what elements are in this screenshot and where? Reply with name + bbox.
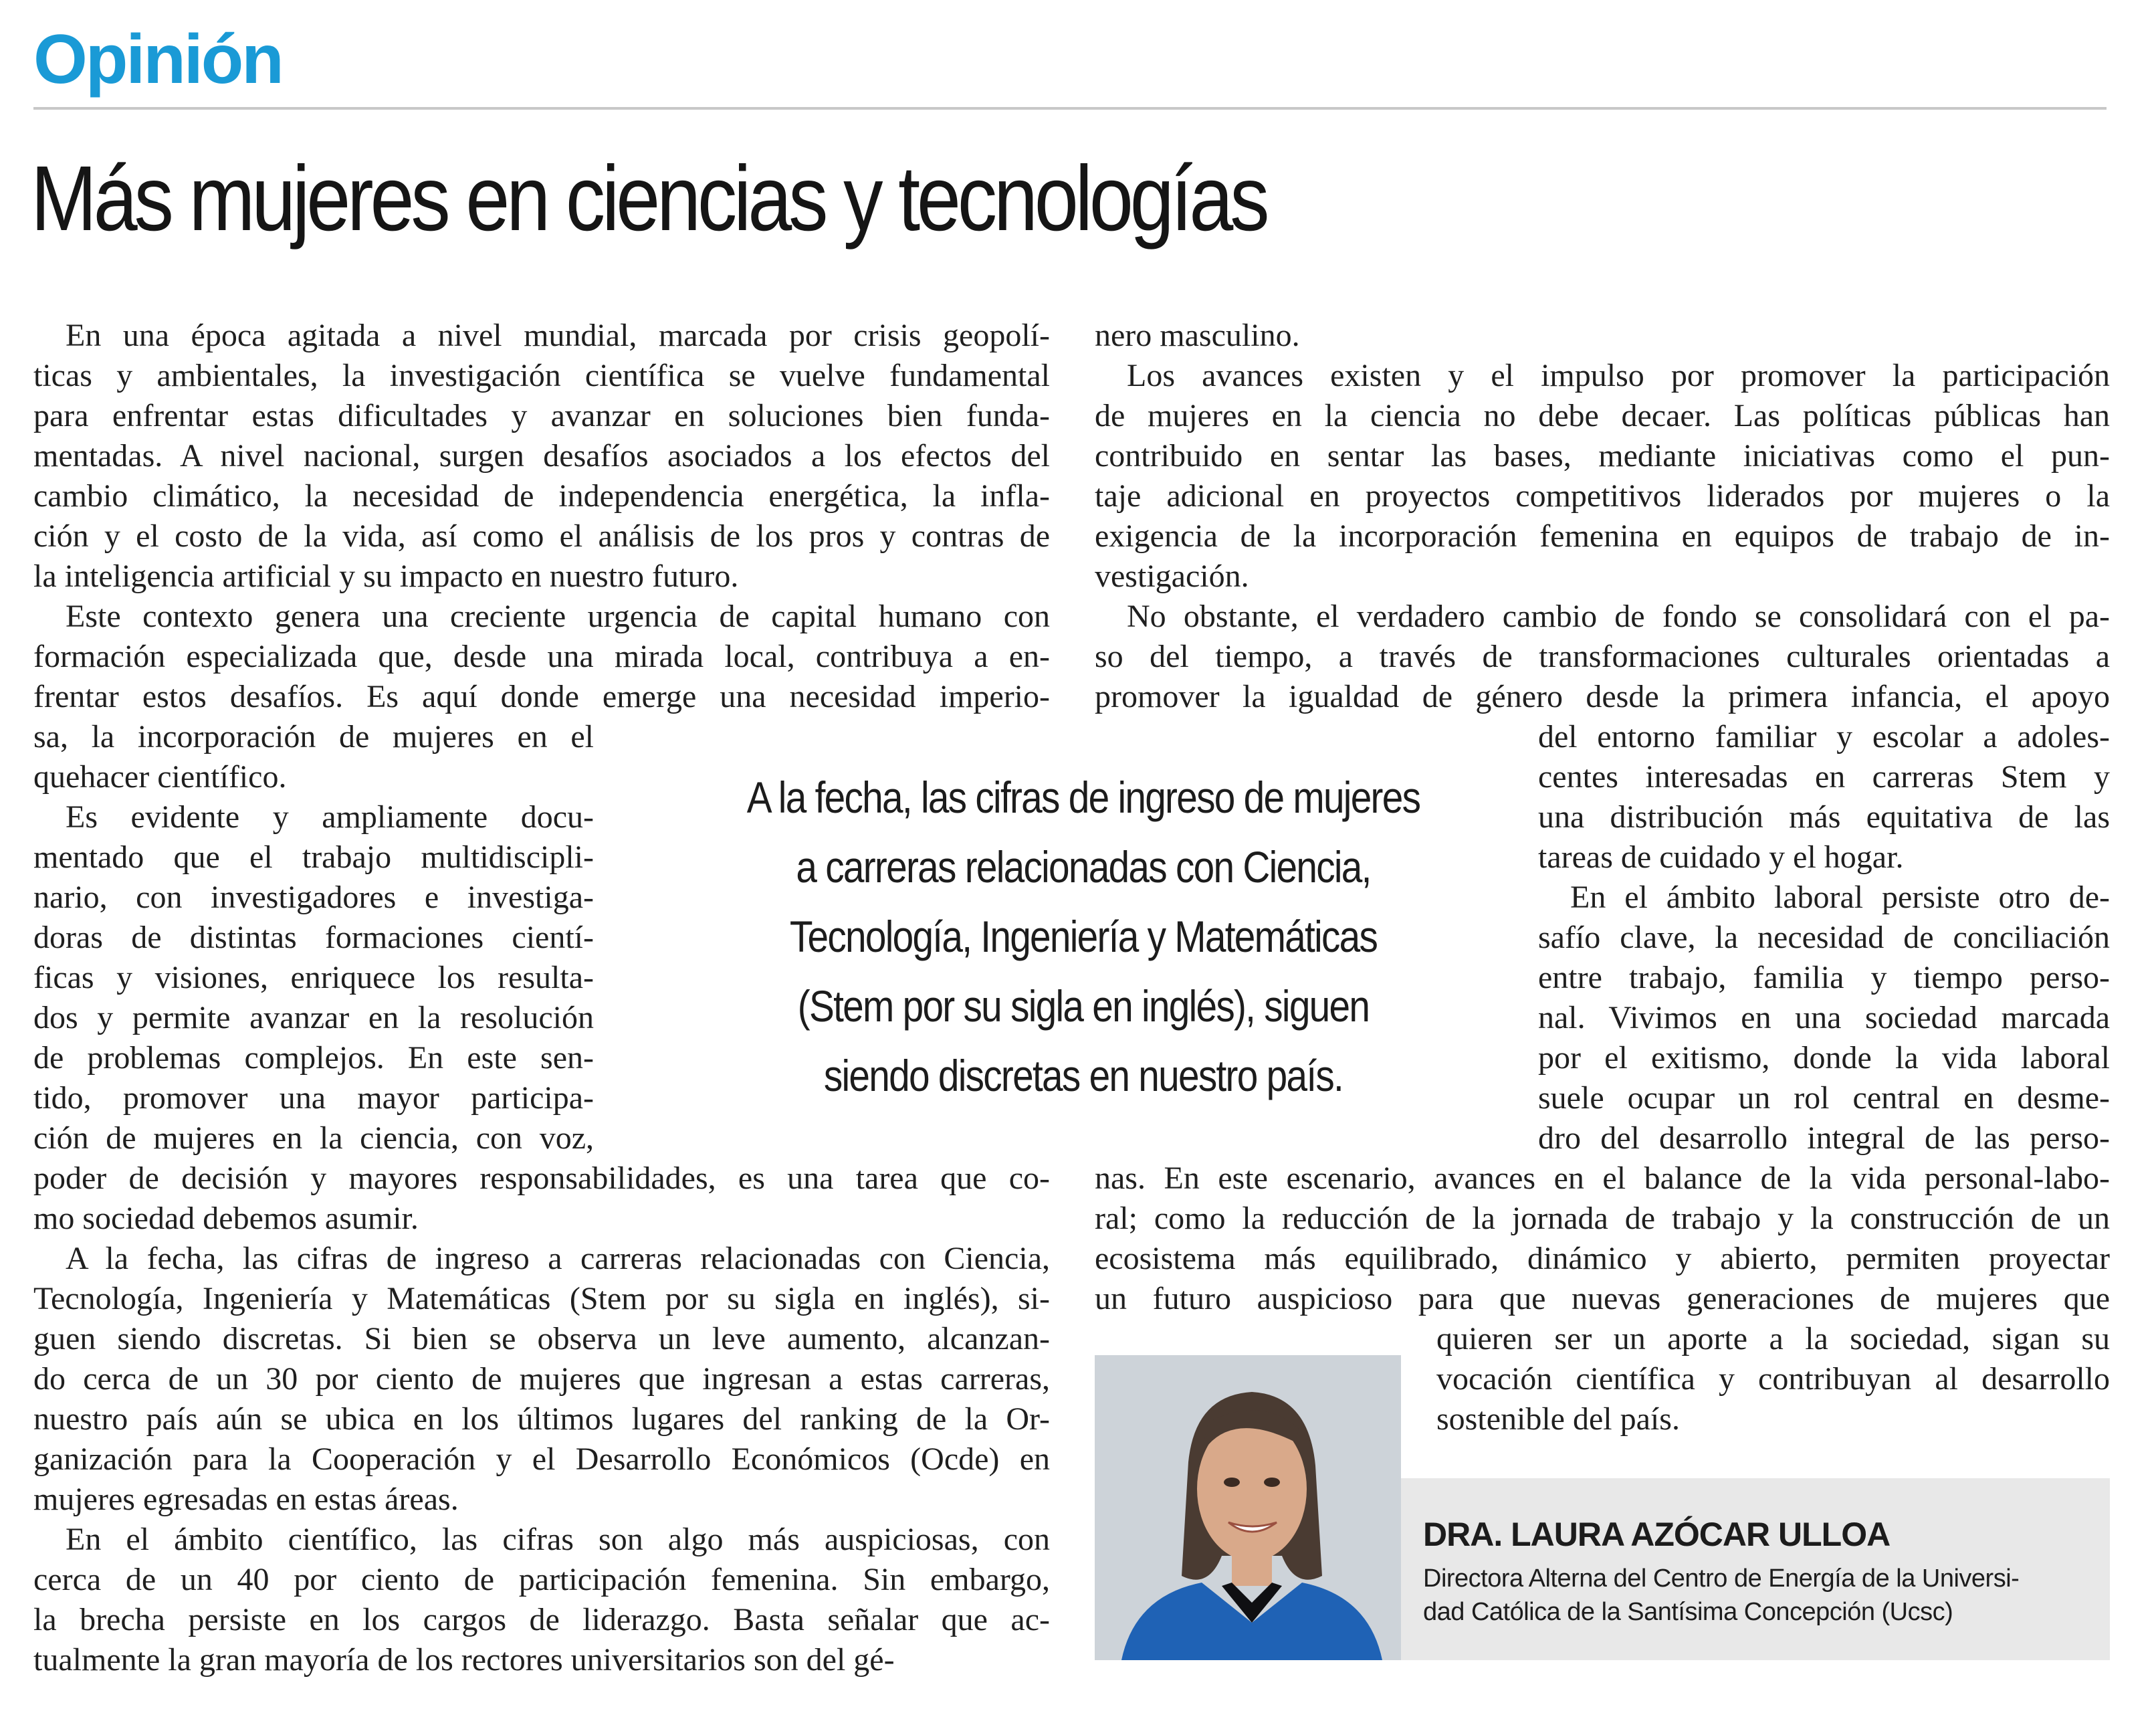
pull-quote-line: siendo discretas en nuestro país. [823,1051,1343,1100]
body-text-line: la inteligencia artificial y su impacto en nuestro futuro. [33,559,739,594]
body-text-line: Tecnología, Ingeniería y Matemáticas (Stem por su sigla en inglés), si- [33,1281,1050,1316]
author-role-line: dad Católica de la Santísima Concepción (Ucsc) [1423,1598,1953,1626]
author-role-line: Directora Alterna del Centro de Energía de la Universi- [1423,1565,2020,1593]
body-text-line: entre trabajo, familia y tiempo perso- [1538,960,2110,995]
pull-quote-line: (Stem por su sigla en inglés), siguen [797,981,1370,1031]
body-text-line: nal. Vivimos en una sociedad marcada [1538,1000,2110,1035]
body-text-line: No obstante, el verdadero cambio de fondo se consolidará con el pa- [1127,599,2110,634]
body-text-line: vestigación. [1095,559,1249,594]
body-text-line: mentado que el trabajo multidiscipli- [33,839,594,875]
body-text-line: mo sociedad debemos asumir. [33,1201,419,1236]
body-text-line: formación especializada que, desde una mirada local, contribuya a en- [33,639,1050,674]
body-text-line: para enfrentar estas dificultades y avanzar en soluciones bien funda- [33,398,1050,433]
body-text-line: A la fecha, las cifras de ingreso a carreras relacionadas con Ciencia, [66,1241,1050,1276]
author-name: DRA. LAURA AZÓCAR ULLOA [1423,1516,1891,1553]
body-text-line: Es evidente y ampliamente docu- [66,799,594,835]
body-text-line: doras de distintas formaciones cientí- [33,920,594,955]
body-text-line: nas. En este escenario, avances en el balance de la vida personal-labo- [1095,1161,2110,1196]
body-text-line: exigencia de la incorporación femenina en equipos de trabajo de in- [1095,518,2110,554]
body-text-line: En una época agitada a nivel mundial, marcada por crisis geopolí- [66,318,1050,353]
body-text-line: mujeres egresadas en estas áreas. [33,1482,459,1517]
body-text-line: frentar estos desafíos. Es aquí donde emerge una necesidad imperio- [33,679,1050,714]
body-text-line: mentadas. A nivel nacional, surgen desafíos asociados a los efectos del [33,438,1050,474]
body-text-line: de problemas complejos. En este sen- [33,1040,594,1076]
body-text-line: ticas y ambientales, la investigación científica se vuelve fundamental [33,358,1050,393]
body-text-line: ficas y visiones, enriquece los resulta- [33,960,594,995]
body-text-line: En el ámbito laboral persiste otro de- [1570,880,2110,915]
body-text-line: nario, con investigadores e investiga- [33,880,594,915]
body-text-line: quieren ser un aporte a la sociedad, sigan su [1436,1321,2110,1356]
body-text-line: taje adicional en proyectos competitivos liderados por mujeres o la [1095,478,2110,514]
body-text-line: do cerca de un 30 por ciento de mujeres que ingresan a estas carreras, [33,1361,1050,1397]
body-text-line: centes interesadas en carreras Stem y [1538,759,2110,795]
pull-quote [662,763,1505,1110]
body-text-line: sa, la incorporación de mujeres en el [33,719,594,754]
pull-quote-line: a carreras relacionadas con Ciencia, [796,842,1371,892]
pull-quote-line: Tecnología, Ingeniería y Matemáticas [789,912,1378,961]
article-headline: Más mujeres en ciencias y tecnologías [31,147,1267,250]
body-text-line: dro del desarrollo integral de las perso- [1538,1120,2110,1156]
body-text-line: ral; como la reducción de la jornada de trabajo y la construcción de un [1095,1201,2110,1236]
body-text-line: En el ámbito científico, las cifras son algo más auspiciosas, con [66,1522,1050,1557]
body-text-line: del entorno familiar y escolar a adoles- [1538,719,2110,754]
body-text-line: promover la igualdad de género desde la primera infancia, el apoyo [1095,679,2110,714]
body-text-line: so del tiempo, a través de transformaciones culturales orientadas a [1095,639,2110,674]
body-text-line: ganización para la Cooperación y el Desarrollo Económicos (Ocde) en [33,1441,1050,1477]
body-text-line: poder de decisión y mayores responsabilidades, es una tarea que co- [33,1161,1050,1196]
body-text-line: ción y el costo de la vida, así como el análisis de los pros y contras de [33,518,1050,554]
body-text-line: nuestro país aún se ubica en los últimos lugares del ranking de la Or- [33,1401,1050,1437]
body-text-line: safío clave, la necesidad de conciliación [1538,920,2110,955]
section-label: Opinión [33,21,282,98]
body-text-line: suele ocupar un rol central en desme- [1538,1080,2110,1116]
body-text-line: guen siendo discretas. Si bien se observa un leve aumento, alcanzan- [33,1321,1050,1356]
body-text-line: cerca de un 40 por ciento de participación femenina. Sin embargo, [33,1562,1050,1597]
body-text-line: ción de mujeres en la ciencia, con voz, [33,1120,594,1156]
body-text-line: vocación científica y contribuyan al desarrollo [1436,1361,2110,1397]
body-text-line: tualmente la gran mayoría de los rectores universitarios son del gé- [33,1642,895,1678]
body-text-line: ecosistema más equilibrado, dinámico y abierto, permiten proyectar [1095,1241,2110,1276]
body-text-line: un futuro auspicioso para que nuevas generaciones de mujeres que [1095,1281,2110,1316]
pull-quote-line: A la fecha, las cifras de ingreso de mujeres [746,773,1420,822]
body-text-line: de mujeres en la ciencia no debe decaer. Las políticas públicas han [1095,398,2110,433]
body-text-line: contribuido en sentar las bases, mediante iniciativas como el pun- [1095,438,2110,474]
body-text-line: quehacer científico. [33,759,287,795]
body-text-line: tido, promover una mayor participa- [33,1080,594,1116]
body-text-line: sostenible del país. [1436,1401,1680,1437]
author-role [1423,1562,2098,1629]
body-text-line: nero masculino. [1095,318,1300,353]
body-text-line: dos y permite avanzar en la resolución [33,1000,594,1035]
body-text-line: tareas de cuidado y el hogar. [1538,839,1904,875]
body-text-line: Los avances existen y el impulso por promover la participación [1127,358,2110,393]
body-text-line: por el exitismo, donde la vida laboral [1538,1040,2110,1076]
author-photo [1095,1355,1401,1660]
body-text-line: la brecha persiste en los cargos de liderazgo. Basta señalar que ac- [33,1602,1050,1637]
body-text-line: Este contexto genera una creciente urgencia de capital humano con [66,599,1050,634]
section-divider [33,107,2107,110]
body-text-line: cambio climático, la necesidad de independencia energética, la infla- [33,478,1050,514]
author-portrait-image [1095,1355,1401,1660]
body-text-line: una distribución más equitativa de las [1538,799,2110,835]
